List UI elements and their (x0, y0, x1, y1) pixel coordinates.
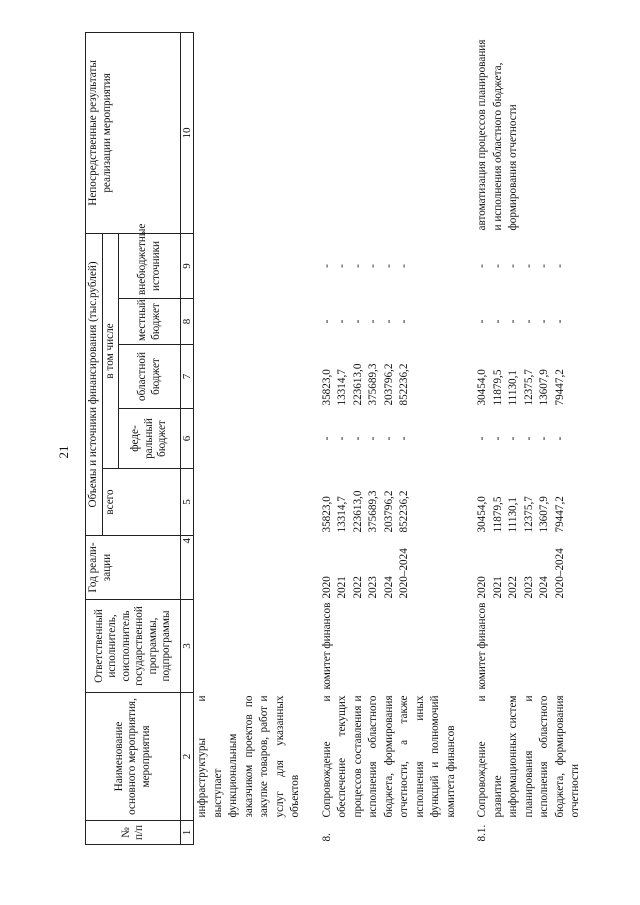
header-name: Наименование основного мероприятия, мероприятия (86, 693, 181, 821)
header-num: № п/п (86, 821, 181, 845)
row-executor: комитет финансов (320, 602, 333, 690)
page-number: 21 (56, 445, 71, 459)
colnum-9: 9 (181, 233, 194, 298)
row-total: 30454,0 11879,5 11130,1 12375,7 13607,9 79447,2 (476, 496, 566, 533)
header-results: Непосредственные результаты реализации мероприятия (86, 32, 181, 233)
row-total: 35823,0 13314,7 223613,0 375689,3 203796,2 852236,2 (320, 490, 410, 533)
header-extra: внебюджетные источники (119, 233, 181, 298)
header-financing-group: Объемы и источники финансирования (тыс.рублей) (86, 233, 103, 535)
colnum-7: 7 (181, 345, 194, 409)
row-name: Сопровождение и обеспечение текущих процессов составления и исполнения областного бюджета, формирования отчетности, а также исполнения иных функций и полномочий комитета финансов (320, 695, 457, 818)
financing-table-sheet (85, 33, 606, 845)
header-executor: Ответственный исполнитель, соисполнитель государственной программы, подпрограммы (86, 600, 181, 693)
row-name: Сопровождение и развитие информационных систем планирования и исполнения областного бюджета, формирования отчетности (476, 695, 581, 818)
colnum-3: 3 (181, 600, 194, 693)
row-result (319, 32, 461, 233)
continuation-row (194, 32, 305, 844)
row-years: 2020 2021 2022 2023 2024 2020–2024 (320, 548, 410, 599)
header-year: Год реали-зации (86, 536, 181, 600)
row-regional: 35823,0 13314,7 223613,0 375689,3 203796,2 852236,2 (320, 363, 410, 406)
colnum-4: 4 (181, 536, 194, 600)
row-extra: - - - - - - (320, 264, 410, 268)
table-row (474, 32, 585, 844)
continuation-text: инфраструктуры и выступает функциональным заказчиком проектов по закупке товаров, работ и услуг для указанных объектов (196, 695, 301, 818)
colnum-1: 1 (181, 821, 194, 845)
row-local: - - - - - - (320, 319, 410, 324)
row-local: - - - - - - (476, 319, 566, 324)
row-federal: - - - - - - (320, 436, 410, 441)
column-numbers-row (181, 32, 194, 844)
header-federal: феде-ральный бюджет (119, 409, 181, 469)
colnum-5: 5 (181, 469, 194, 536)
colnum-2: 2 (181, 693, 194, 821)
row-federal: - - - - - - (476, 436, 566, 441)
financing-table (85, 32, 585, 845)
table-row (319, 32, 461, 844)
row-num: 8. (320, 833, 333, 842)
colnum-10: 10 (181, 32, 194, 233)
header-total: всего (102, 469, 181, 536)
row-num: 8.1. (476, 824, 488, 842)
header-local: местный бюджет (119, 299, 181, 345)
header-subgroup: в том числе (102, 233, 119, 468)
colnum-6: 6 (181, 409, 194, 469)
row-regional: 30454,0 11879,5 11130,1 12375,7 13607,9 79447,2 (476, 369, 566, 406)
row-years: 2020 2021 2022 2023 2024 2020–2024 (476, 548, 566, 599)
row-executor: комитет финансов (476, 602, 488, 690)
colnum-8: 8 (181, 299, 194, 345)
header-regional: областной бюджет (119, 345, 181, 409)
row-extra: - - - - - - (476, 264, 566, 268)
row-result: автоматизация процессов планирования и исполнения областного бюджета, формирования отчетности (476, 39, 519, 231)
